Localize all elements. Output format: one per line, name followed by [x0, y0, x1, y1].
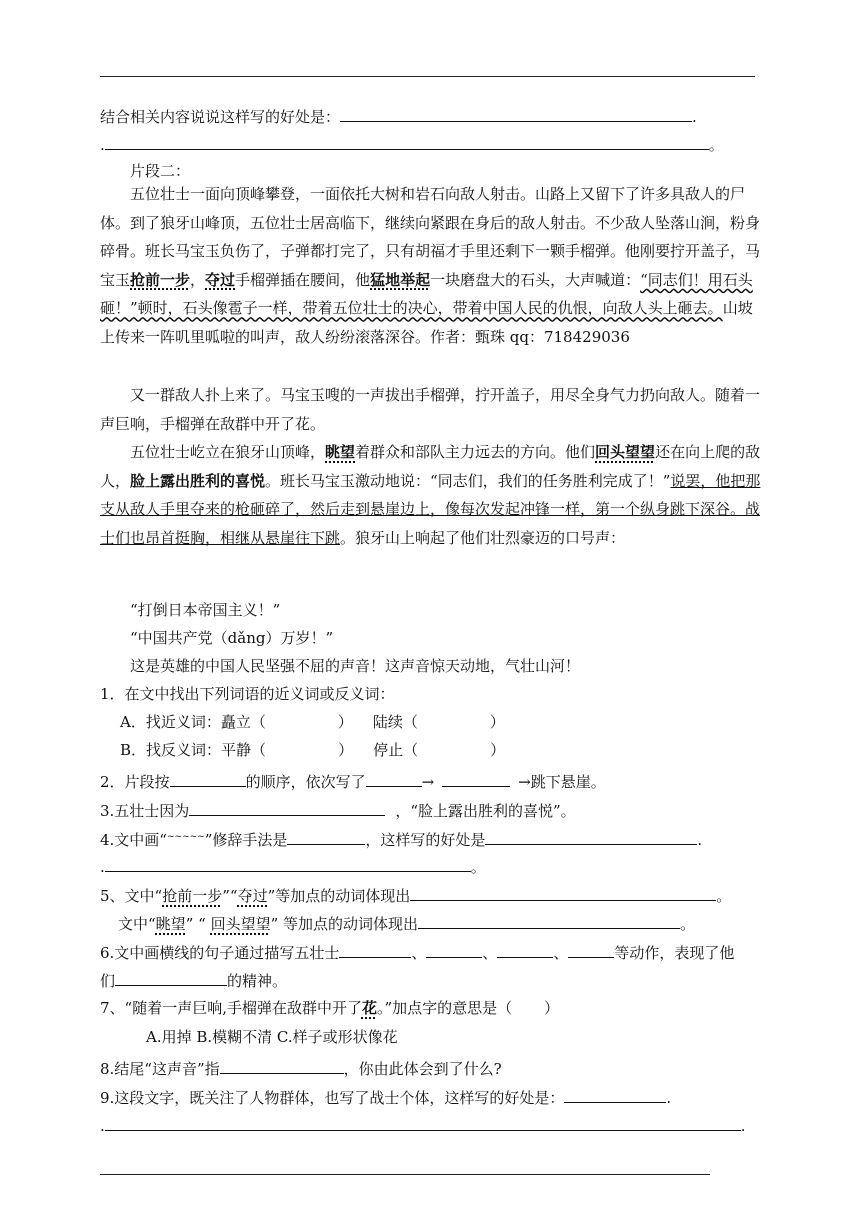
answer-blank[interactable]	[220, 1057, 344, 1074]
answer-blank[interactable]	[485, 828, 697, 845]
slogan-1: “打倒日本帝国主义！”	[130, 601, 281, 619]
bottom-rule	[100, 1174, 710, 1175]
passage-paragraph-4: 这是英雄的中国人民坚强不屈的声音！这声音惊天动地，气壮山河！	[130, 657, 581, 675]
answer-blank[interactable]	[564, 1086, 666, 1103]
question-4-answer-line: . 。	[100, 855, 486, 877]
question-3: 3.五壮士因为 ，“脸上露出胜利的喜悦”。	[100, 799, 576, 821]
wavy-underlined-sentence: “同志们！用石头砸！”顿时，石头像雹子一样，带着五位壮士的决心，带着中国人民的仇恨，向敌人头上砸去。	[100, 270, 753, 318]
dotted-verb: 回头望望	[595, 443, 656, 461]
answer-blank[interactable]	[366, 770, 422, 787]
answer-blank[interactable]	[442, 770, 510, 787]
dotted-verb: 夺过	[237, 887, 268, 905]
answer-blank[interactable]	[497, 941, 553, 958]
underlined-sentence: 说罢，他把那支从敌人手里夺来的枪砸碎了，然后走到悬崖边上，像每次发起冲锋一样，第一个纵身跳下深谷。战士们也昂首挺胸，相继从悬崖往下跳	[100, 471, 761, 547]
answer-blank[interactable]	[287, 828, 365, 845]
dotted-char: 花	[361, 999, 377, 1017]
top-rule	[100, 76, 755, 77]
intro-answer-line: . 。	[100, 133, 724, 155]
question-1: 1．在文中找出下列词语的近义词或反义词：	[100, 685, 395, 703]
dotted-verb: 抢前一步	[162, 887, 223, 905]
bold-phrase: 脸上露出胜利的喜悦	[130, 471, 266, 490]
dotted-verb: 夺过	[205, 270, 236, 289]
slogan-2: “中国共产党（dǎng）万岁！”	[130, 629, 334, 647]
answer-blank[interactable]	[115, 969, 227, 986]
answer-blank[interactable]	[410, 884, 716, 901]
dotted-verb: 猛地举起	[370, 270, 431, 289]
answer-blank[interactable]	[426, 941, 482, 958]
passage-paragraph-1: 五位壮士一面向顶峰攀登，一面依托大树和岩石向敌人射击。山路上又留下了许多具敌人的尸体。到了狼牙山峰顶，五位壮士居高临下，继续向紧跟在身后的敌人射击。不少敌人坠落山涧，粉身碎骨。班长马宝玉负伤了，子弹都打完了，只有胡福才手里还剩下一颗手榴弹。他刚要拧开盖子，马宝玉抢前一步，夺过手榴弹插在腰间，他猛地举起一块磨盘大的石头，大声喊道：“同志们！用石头砸！”顿时，石头像雹子一样，带着五位壮士的决心，带着中国人民的仇恨，向敌人头上砸去。山坡上传来一阵叽里呱啦的叫声，敌人纷纷滚落深谷。作者：甄珠 qq：718429036	[100, 185, 761, 346]
answer-blank[interactable]	[339, 941, 411, 958]
question-6-line2: 们 的精神。	[100, 969, 287, 991]
question-6: 6.文中画横线的句子通过描写五壮士 、 、 、 等动作，表现了他	[100, 941, 734, 963]
section-title: 片段二：	[130, 162, 191, 180]
answer-blank[interactable]	[170, 770, 246, 787]
question-5: 5、文中“抢前一步”“夺过”等加点的动词体现出 。	[100, 884, 731, 906]
intro-question: 结合相关内容说说这样写的好处是： .	[100, 105, 697, 127]
answer-blank[interactable]	[105, 1114, 741, 1131]
passage-paragraph-3: 五位壮士屹立在狼牙山顶峰，眺望着群众和部队主力远去的方向。他们回头望望还在向上爬的敌人，脸上露出胜利的喜悦。班长马宝玉激动地说：“同志们，我们的任务胜利完成了！”说罢，他把那支从敌人手里夺来的枪砸碎了，然后走到悬崖边上，像每次发起冲锋一样，第一个纵身跳下深谷。战士们也昂首挺胸，相继从悬崖往下跳。狼牙山上响起了他们壮烈豪迈的口号声：	[100, 443, 761, 547]
dotted-verb: 回头望望	[210, 915, 271, 933]
dotted-verb: 眺望	[155, 915, 186, 933]
question-2: 2．片段按 的顺序，依次写了 → →跳下悬崖。	[100, 770, 606, 792]
answer-blank[interactable]	[189, 799, 385, 816]
question-9: 9.这段文字，既关注了人物群体，也写了战士个体，这样写的好处是： .	[100, 1086, 671, 1108]
intro-question-text: 结合相关内容说说这样写的好处是：	[100, 108, 341, 126]
dotted-verb: 抢前一步	[130, 270, 191, 289]
question-1a: A．找近义词：矗立（ ） 陆续（ ）	[120, 713, 505, 731]
question-7-options: A.用掉 B.模糊不清 C.样子或形状像花	[146, 1028, 398, 1046]
question-4: 4.文中画“~~~~~”修辞手法是 ，这样写的好处是 .	[100, 827, 702, 850]
question-5b: 文中“眺望” “ 回头望望” 等加点的动词体现出 。	[118, 912, 695, 934]
question-7: 7、“随着一声巨响,手榴弹在敌群中开了花。”加点字的意思是（ ）	[100, 999, 560, 1017]
answer-blank[interactable]	[105, 855, 471, 872]
question-9-answer-line: . .	[100, 1114, 746, 1136]
dotted-verb: 眺望	[325, 443, 356, 461]
question-8: 8.结尾“这声音”指 ，你由此体会到了什么?	[100, 1057, 502, 1079]
answer-blank[interactable]	[418, 912, 680, 929]
answer-blank[interactable]	[568, 941, 614, 958]
answer-blank[interactable]	[340, 105, 692, 122]
passage-paragraph-2: 又一群敌人扑上来了。马宝玉嗖的一声拔出手榴弹，拧开盖子，用尽全身气力扔向敌人。随着一声巨响，手榴弹在敌群中开了花。	[100, 386, 761, 433]
answer-blank[interactable]	[105, 133, 709, 150]
question-1b: B．找反义词：平静（ ） 停止（ ）	[120, 741, 506, 759]
